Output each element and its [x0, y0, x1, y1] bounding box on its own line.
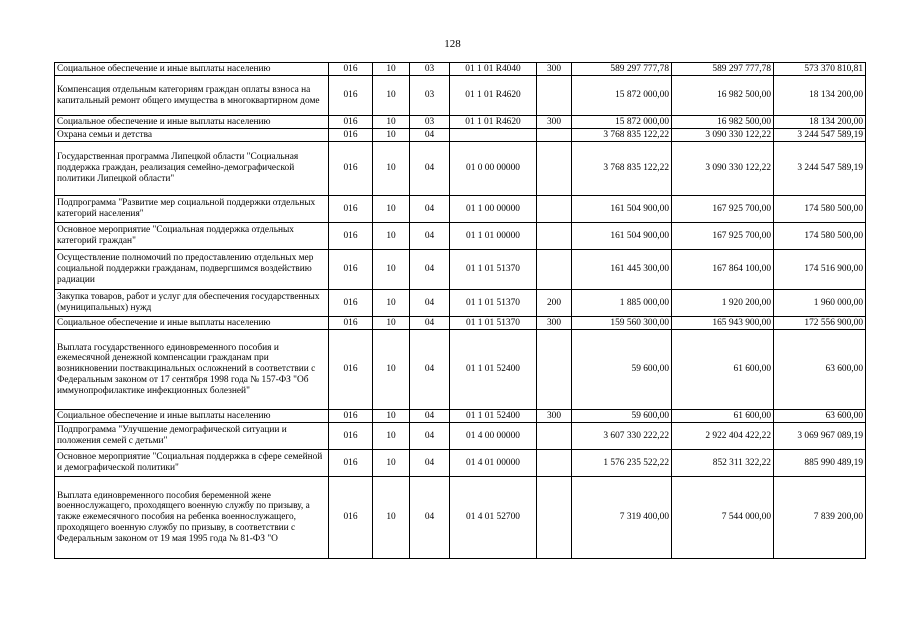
cell-name: Основное мероприятие "Социальная поддержка в сфере семейной и демографической политики" — [55, 450, 329, 477]
cell-name: Государственная программа Липецкой области "Социальная поддержка граждан, реализация семейно-демографической политики Липецкой области" — [55, 142, 329, 196]
cell-section: 10 — [373, 410, 410, 423]
cell-section: 10 — [373, 477, 410, 559]
table-row — [55, 290, 866, 317]
cell-amount-3: 3 244 547 589,19 — [774, 129, 866, 142]
table-row — [55, 330, 866, 410]
cell-amount-3: 573 370 810,81 — [774, 63, 866, 76]
table-body — [55, 63, 866, 559]
table-row — [55, 250, 866, 290]
cell-amount-1: 1 885 000,00 — [572, 290, 672, 317]
cell-expense-type — [537, 450, 572, 477]
cell-ministry: 016 — [329, 410, 373, 423]
cell-amount-2: 7 544 000,00 — [672, 477, 774, 559]
cell-amount-3: 3 244 547 589,19 — [774, 142, 866, 196]
cell-expense-type: 300 — [537, 410, 572, 423]
cell-target-article: 01 1 01 51370 — [450, 290, 537, 317]
cell-amount-2: 167 925 700,00 — [672, 196, 774, 223]
cell-name: Охрана семьи и детства — [55, 129, 329, 142]
cell-target-article: 01 4 01 52700 — [450, 477, 537, 559]
cell-target-article: 01 1 01 51370 — [450, 250, 537, 290]
cell-subsection: 04 — [410, 142, 450, 196]
cell-amount-2: 1 920 200,00 — [672, 290, 774, 317]
cell-section: 10 — [373, 223, 410, 250]
cell-amount-1: 161 445 300,00 — [572, 250, 672, 290]
cell-amount-3: 63 600,00 — [774, 410, 866, 423]
cell-subsection: 03 — [410, 76, 450, 116]
cell-subsection: 04 — [410, 196, 450, 223]
cell-ministry: 016 — [329, 129, 373, 142]
cell-amount-1: 3 768 835 122,22 — [572, 142, 672, 196]
cell-expense-type: 300 — [537, 116, 572, 129]
cell-section: 10 — [373, 142, 410, 196]
cell-target-article: 01 1 01 00000 — [450, 223, 537, 250]
cell-target-article: 01 1 01 52400 — [450, 330, 537, 410]
cell-amount-2: 2 922 404 422,22 — [672, 423, 774, 450]
cell-expense-type — [537, 330, 572, 410]
cell-amount-1: 3 768 835 122,22 — [572, 129, 672, 142]
cell-amount-1: 15 872 000,00 — [572, 116, 672, 129]
cell-ministry: 016 — [329, 423, 373, 450]
cell-target-article: 01 1 01 52400 — [450, 410, 537, 423]
cell-name: Осуществление полномочий по предоставлению отдельных мер социальной поддержки гражданам, подвергшимся воздействию радиации — [55, 250, 329, 290]
cell-subsection: 03 — [410, 116, 450, 129]
cell-amount-2: 165 943 900,00 — [672, 317, 774, 330]
cell-name: Подпрограмма "Развитие мер социальной поддержки отдельных категорий населения" — [55, 196, 329, 223]
cell-target-article: 01 1 00 00000 — [450, 196, 537, 223]
cell-amount-2: 61 600,00 — [672, 410, 774, 423]
cell-expense-type: 300 — [537, 317, 572, 330]
cell-target-article: 01 4 01 00000 — [450, 450, 537, 477]
table-row — [55, 76, 866, 116]
cell-amount-1: 59 600,00 — [572, 410, 672, 423]
cell-target-article: 01 1 01 R4620 — [450, 116, 537, 129]
cell-section: 10 — [373, 317, 410, 330]
table-row — [55, 129, 866, 142]
cell-amount-3: 174 516 900,00 — [774, 250, 866, 290]
cell-section: 10 — [373, 76, 410, 116]
table-row — [55, 450, 866, 477]
cell-amount-3: 885 990 489,19 — [774, 450, 866, 477]
cell-amount-2: 16 982 500,00 — [672, 116, 774, 129]
cell-ministry: 016 — [329, 290, 373, 317]
cell-name: Компенсация отдельным категориям граждан оплаты взноса на капитальный ремонт общего имущества в многоквартирном доме — [55, 76, 329, 116]
cell-ministry: 016 — [329, 317, 373, 330]
cell-amount-1: 161 504 900,00 — [572, 196, 672, 223]
cell-ministry: 016 — [329, 330, 373, 410]
cell-ministry: 016 — [329, 76, 373, 116]
cell-amount-3: 172 556 900,00 — [774, 317, 866, 330]
cell-amount-1: 3 607 330 222,22 — [572, 423, 672, 450]
cell-section: 10 — [373, 423, 410, 450]
cell-amount-2: 16 982 500,00 — [672, 76, 774, 116]
cell-name: Социальное обеспечение и иные выплаты населению — [55, 63, 329, 76]
cell-subsection: 04 — [410, 330, 450, 410]
table-row — [55, 477, 866, 559]
cell-expense-type — [537, 477, 572, 559]
cell-amount-3: 1 960 000,00 — [774, 290, 866, 317]
cell-expense-type — [537, 250, 572, 290]
cell-subsection: 04 — [410, 317, 450, 330]
table-row — [55, 410, 866, 423]
cell-amount-2: 167 864 100,00 — [672, 250, 774, 290]
page-number: 128 — [444, 38, 461, 50]
cell-ministry: 016 — [329, 250, 373, 290]
cell-amount-2: 3 090 330 122,22 — [672, 142, 774, 196]
cell-expense-type — [537, 129, 572, 142]
cell-section: 10 — [373, 330, 410, 410]
table-row — [55, 142, 866, 196]
cell-target-article: 01 1 01 R4040 — [450, 63, 537, 76]
cell-amount-2: 167 925 700,00 — [672, 223, 774, 250]
cell-expense-type: 200 — [537, 290, 572, 317]
cell-target-article: 01 4 00 00000 — [450, 423, 537, 450]
cell-ministry: 016 — [329, 196, 373, 223]
table-row — [55, 116, 866, 129]
cell-subsection: 04 — [410, 129, 450, 142]
cell-name: Социальное обеспечение и иные выплаты населению — [55, 116, 329, 129]
cell-ministry: 016 — [329, 63, 373, 76]
cell-target-article: 01 1 01 51370 — [450, 317, 537, 330]
cell-ministry: 016 — [329, 116, 373, 129]
cell-amount-2: 3 090 330 122,22 — [672, 129, 774, 142]
cell-amount-3: 7 839 200,00 — [774, 477, 866, 559]
cell-name: Социальное обеспечение и иные выплаты населению — [55, 317, 329, 330]
cell-expense-type — [537, 142, 572, 196]
cell-section: 10 — [373, 250, 410, 290]
cell-amount-1: 1 576 235 522,22 — [572, 450, 672, 477]
table-row — [55, 196, 866, 223]
cell-expense-type — [537, 423, 572, 450]
cell-target-article: 01 1 01 R4620 — [450, 76, 537, 116]
cell-amount-1: 159 560 300,00 — [572, 317, 672, 330]
budget-table — [54, 62, 866, 559]
cell-subsection: 04 — [410, 250, 450, 290]
cell-expense-type — [537, 223, 572, 250]
table-row — [55, 223, 866, 250]
cell-subsection: 04 — [410, 223, 450, 250]
cell-subsection: 04 — [410, 410, 450, 423]
cell-section: 10 — [373, 196, 410, 223]
cell-amount-3: 174 580 500,00 — [774, 196, 866, 223]
cell-subsection: 04 — [410, 450, 450, 477]
cell-amount-3: 174 580 500,00 — [774, 223, 866, 250]
cell-amount-3: 18 134 200,00 — [774, 76, 866, 116]
cell-subsection: 04 — [410, 423, 450, 450]
cell-amount-3: 18 134 200,00 — [774, 116, 866, 129]
table-row — [55, 317, 866, 330]
cell-ministry: 016 — [329, 142, 373, 196]
cell-amount-2: 61 600,00 — [672, 330, 774, 410]
table-row — [55, 63, 866, 76]
cell-section: 10 — [373, 290, 410, 317]
cell-amount-2: 589 297 777,78 — [672, 63, 774, 76]
cell-subsection: 04 — [410, 477, 450, 559]
cell-amount-1: 59 600,00 — [572, 330, 672, 410]
cell-amount-1: 589 297 777,78 — [572, 63, 672, 76]
cell-name: Социальное обеспечение и иные выплаты населению — [55, 410, 329, 423]
cell-section: 10 — [373, 129, 410, 142]
cell-amount-2: 852 311 322,22 — [672, 450, 774, 477]
cell-subsection: 03 — [410, 63, 450, 76]
cell-section: 10 — [373, 116, 410, 129]
cell-name: Выплата единовременного пособия беременной жене военнослужащего, проходящего военную службу по призыву, а также ежемесячного пособия на ребенка военнослужащего, проходящего военную службу по призыву, в соответствии с Федеральным законом от 19 мая 1995 года № 81-ФЗ "О — [55, 477, 329, 559]
cell-name: Подпрограмма "Улучшение демографической ситуации и положения семей с детьми" — [55, 423, 329, 450]
cell-amount-3: 63 600,00 — [774, 330, 866, 410]
cell-target-article — [450, 129, 537, 142]
cell-section: 10 — [373, 450, 410, 477]
cell-expense-type — [537, 76, 572, 116]
cell-amount-1: 7 319 400,00 — [572, 477, 672, 559]
cell-name: Основное мероприятие "Социальная поддержка отдельных категорий граждан" — [55, 223, 329, 250]
cell-amount-1: 15 872 000,00 — [572, 76, 672, 116]
cell-name: Выплата государственного единовременного пособия и ежемесячной денежной компенсации гражданам при возникновении поствакцинальных осложнений в соответствии с Федеральным законом от 17 сентября 1998 года № 157-ФЗ "Об иммунопрофилактике инфекционных болезней" — [55, 330, 329, 410]
cell-ministry: 016 — [329, 477, 373, 559]
cell-amount-3: 3 069 967 089,19 — [774, 423, 866, 450]
table-row — [55, 423, 866, 450]
cell-subsection: 04 — [410, 290, 450, 317]
cell-expense-type: 300 — [537, 63, 572, 76]
cell-ministry: 016 — [329, 450, 373, 477]
cell-section: 10 — [373, 63, 410, 76]
cell-expense-type — [537, 196, 572, 223]
cell-name: Закупка товаров, работ и услуг для обеспечения государственных (муниципальных) нужд — [55, 290, 329, 317]
cell-target-article: 01 0 00 00000 — [450, 142, 537, 196]
cell-ministry: 016 — [329, 223, 373, 250]
cell-amount-1: 161 504 900,00 — [572, 223, 672, 250]
